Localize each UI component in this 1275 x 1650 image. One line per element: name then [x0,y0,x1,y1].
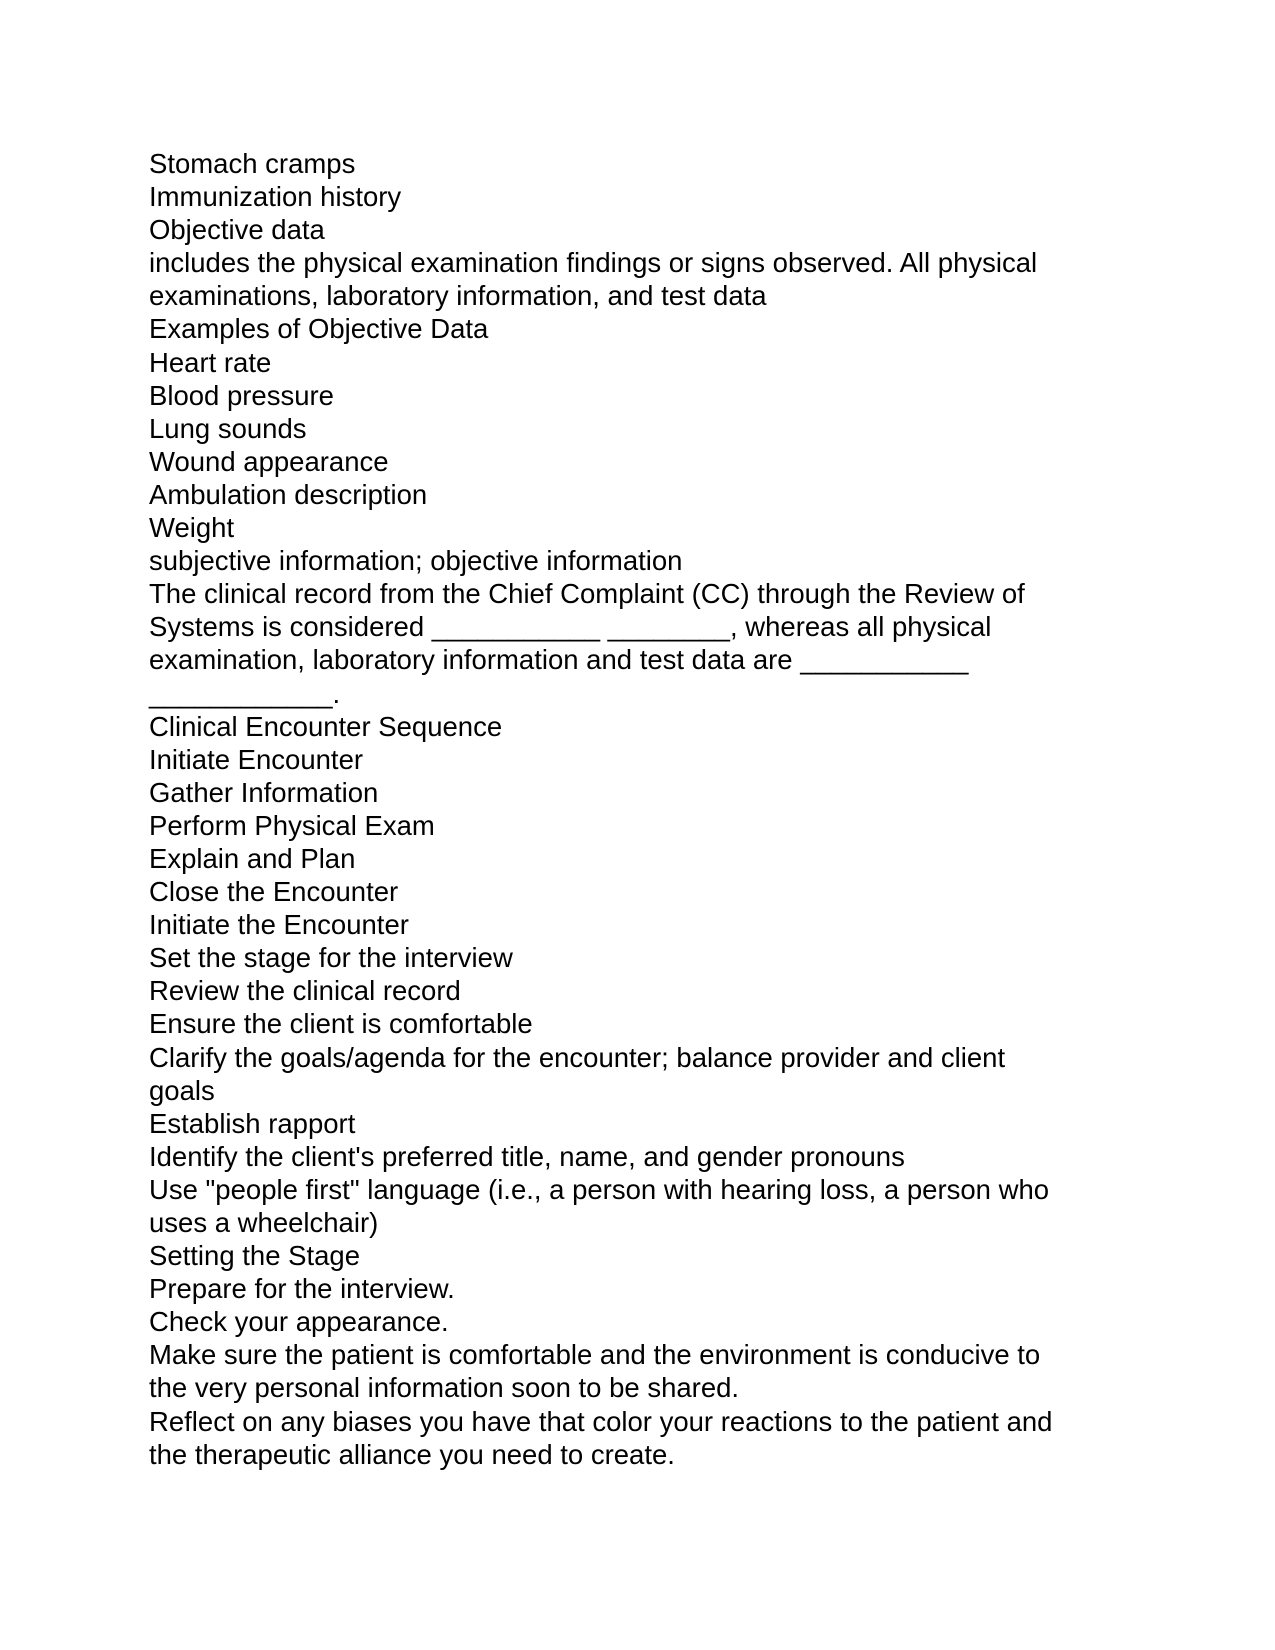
text-line: Heart rate [149,346,272,378]
text-line: Check your appearance. [149,1306,449,1338]
text-line: Stomach cramps [149,148,356,179]
text-line: Use "people first" language (i.e., a person with hearing loss, a person who [149,1173,1050,1205]
text-line: Clarify the goals/agenda for the encounter; balance provider and client [149,1041,1006,1073]
text-line: Setting the Stage [149,1240,360,1272]
text-line: uses a wheelchair) [149,1207,379,1238]
text-line: Explain and Plan [149,842,356,874]
text-line: the therapeutic alliance you need to create. [149,1438,675,1470]
text-line: Wound appearance [149,445,389,477]
text-line: Reflect on any biases you have that color your reactions to the patient and [149,1405,1053,1437]
text-line: Initiate the Encounter [149,909,409,941]
text-line: Systems is considered ___________ ________, whereas all physical [149,611,992,643]
text-line: Identify the client's preferred title, name, and gender pronouns [149,1140,905,1172]
text-line: Gather Information [149,776,379,808]
text-line: Set the stage for the interview [149,942,513,974]
text-line: includes the physical examination findings or signs observed. All physical [149,247,1038,279]
text-line: Make sure the patient is comfortable and the environment is conducive to [149,1339,1041,1371]
text-line: Ambulation description [149,478,428,510]
text-line: Ensure the client is comfortable [149,1008,533,1040]
text-line: the very personal information soon to be shared. [149,1372,740,1404]
text-line: ____________. [149,677,341,709]
text-line: Prepare for the interview. [149,1273,455,1305]
text-line: Blood pressure [149,379,334,411]
text-line: The clinical record from the Chief Complaint (CC) through the Review of [149,578,1025,610]
text-line: Objective data [149,214,325,246]
text-line: Weight [149,512,235,544]
text-line: Review the clinical record [149,975,461,1007]
text-line: examinations, laboratory information, and test data [149,280,767,312]
document-body [149,147,1109,1471]
text-line: subjective information; objective information [149,545,683,577]
text-line: Lung sounds [149,412,307,444]
text-line: Immunization history [149,181,402,213]
text-line: Initiate Encounter [149,743,364,775]
text-line: Clinical Encounter Sequence [149,710,503,742]
text-line: Establish rapport [149,1107,356,1139]
text-line: examination, laboratory information and test data are ___________ [149,644,969,676]
text-line: Perform Physical Exam [149,809,435,841]
text-line: Examples of Objective Data [149,313,489,345]
text-line: goals [149,1074,215,1106]
text-line: Close the Encounter [149,876,399,908]
